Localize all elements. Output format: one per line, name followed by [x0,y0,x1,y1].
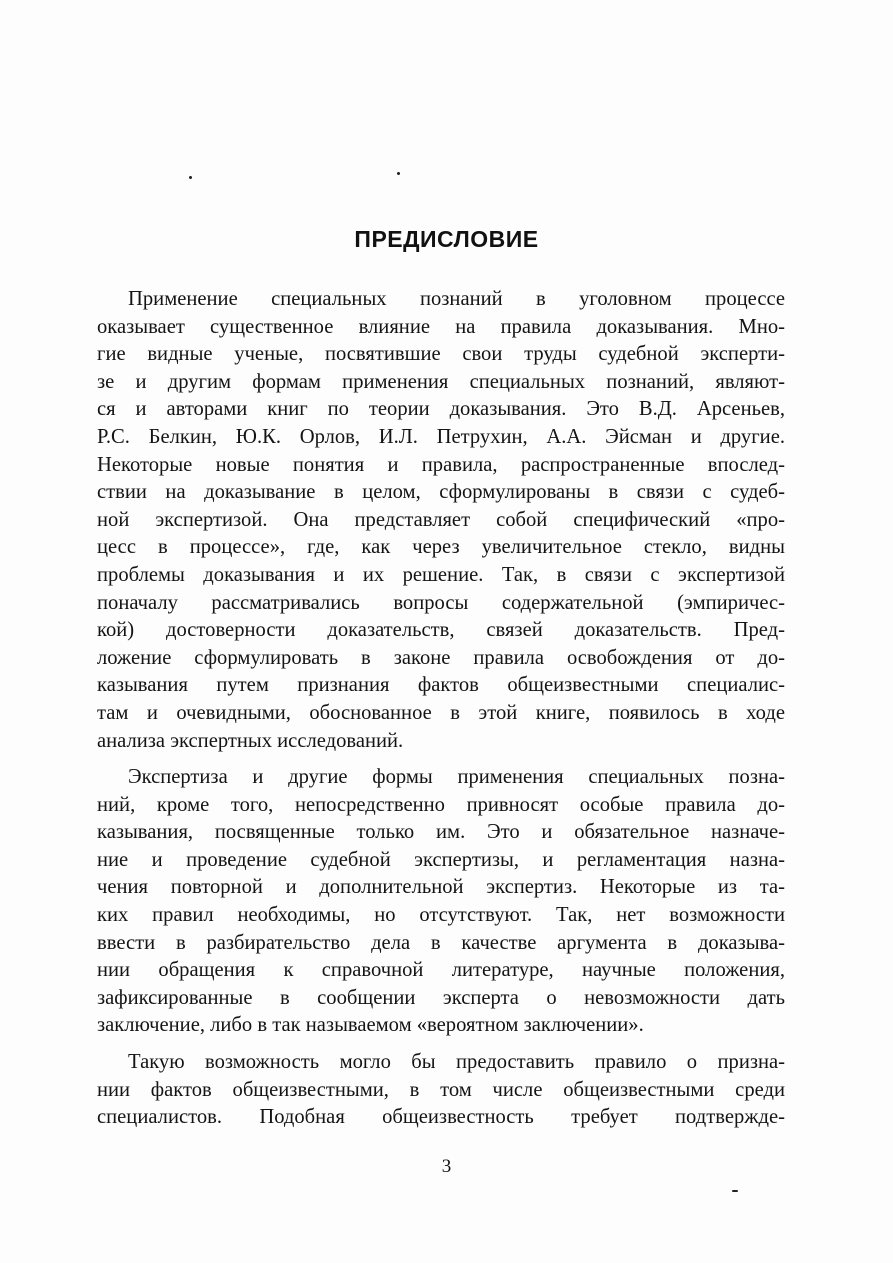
text-line: ся и авторами книг по теории доказывания. Это В.Д. Арсеньев, [97,398,785,421]
text-line: цесс в процессе», где, как через увеличительное стекло, видны [97,536,785,559]
text-line: Р.С. Белкин, Ю.К. Орлов, И.Л. Петрухин, А.А. Эйсман и другие. [97,425,785,448]
text-line: Такую возможность могло бы предоставить правило о призна- [128,1051,785,1074]
text-line: зафиксированные в сообщении эксперта о невозможности дать [97,986,785,1009]
text-line: Экспертиза и другие формы применения специальных позна- [128,766,785,789]
text-line: казывания, посвященные только им. Это и обязательное назначе- [97,821,785,844]
body-text [97,286,785,1141]
paragraph [97,1049,785,1132]
scan-speck [397,172,400,175]
text-line: казывания путем признания фактов общеизвестными специалис- [97,674,785,697]
text-line: нии фактов общеизвестными, в том числе общеизвестными среди [97,1078,785,1101]
text-line: заключение, либо в так называемом «вероятном заключении». [97,1014,644,1037]
text-line: ких правил необходимы, но отсутствуют. Так, нет возможности [97,904,785,927]
page-number: 3 [441,1156,452,1177]
text-line: гие видные ученые, посвятившие свои труды судебной эксперти- [97,343,785,366]
text-line: чения повторной и дополнительной экспертиз. Некоторые из та- [97,876,785,899]
text-line: там и очевидными, обоснованное в этой книге, появилось в ходе [97,701,785,724]
text-line: поначалу рассматривались вопросы содержательной (эмпиричес- [97,591,785,614]
text-line: Некоторые новые понятия и правила, распространенные впослед- [97,453,785,476]
text-line: оказывает существенное влияние на правила доказывания. Мно- [97,315,785,338]
paragraph [97,764,785,1040]
scan-speck [189,176,192,179]
page-title: ПРЕДИСЛОВИЕ [354,226,539,252]
text-line: ние и проведение судебной экспертизы, и регламентация назна- [97,848,785,871]
text-line: нии обращения к справочной литературе, научные положения, [97,959,785,982]
paragraph [97,286,785,755]
text-line: ложение сформулировать в законе правила освобождения от до- [97,646,785,669]
text-line: специалистов. Подобная общеизвестность требует подтвержде- [97,1106,785,1129]
text-line: кой) достоверности доказательств, связей доказательств. Пред- [97,619,785,642]
text-line: зе и другим формам применения специальных познаний, являют- [97,370,785,393]
text-line: Применение специальных познаний в уголовном процессе [128,288,785,310]
text-line: ний, кроме того, непосредственно привносят особые правила до- [97,793,785,816]
scan-speck [732,1190,738,1192]
text-line: ной экспертизой. Она представляет собой специфический «про- [97,508,785,531]
text-line: анализа экспертных исследований. [97,729,404,752]
text-line: проблемы доказывания и их решение. Так, в связи с экспертизой [97,563,785,586]
text-line: ствии на доказывание в целом, сформулированы в связи с судеб- [97,481,785,504]
text-line: ввести в разбирательство дела в качестве аргумента в доказыва- [97,931,785,954]
